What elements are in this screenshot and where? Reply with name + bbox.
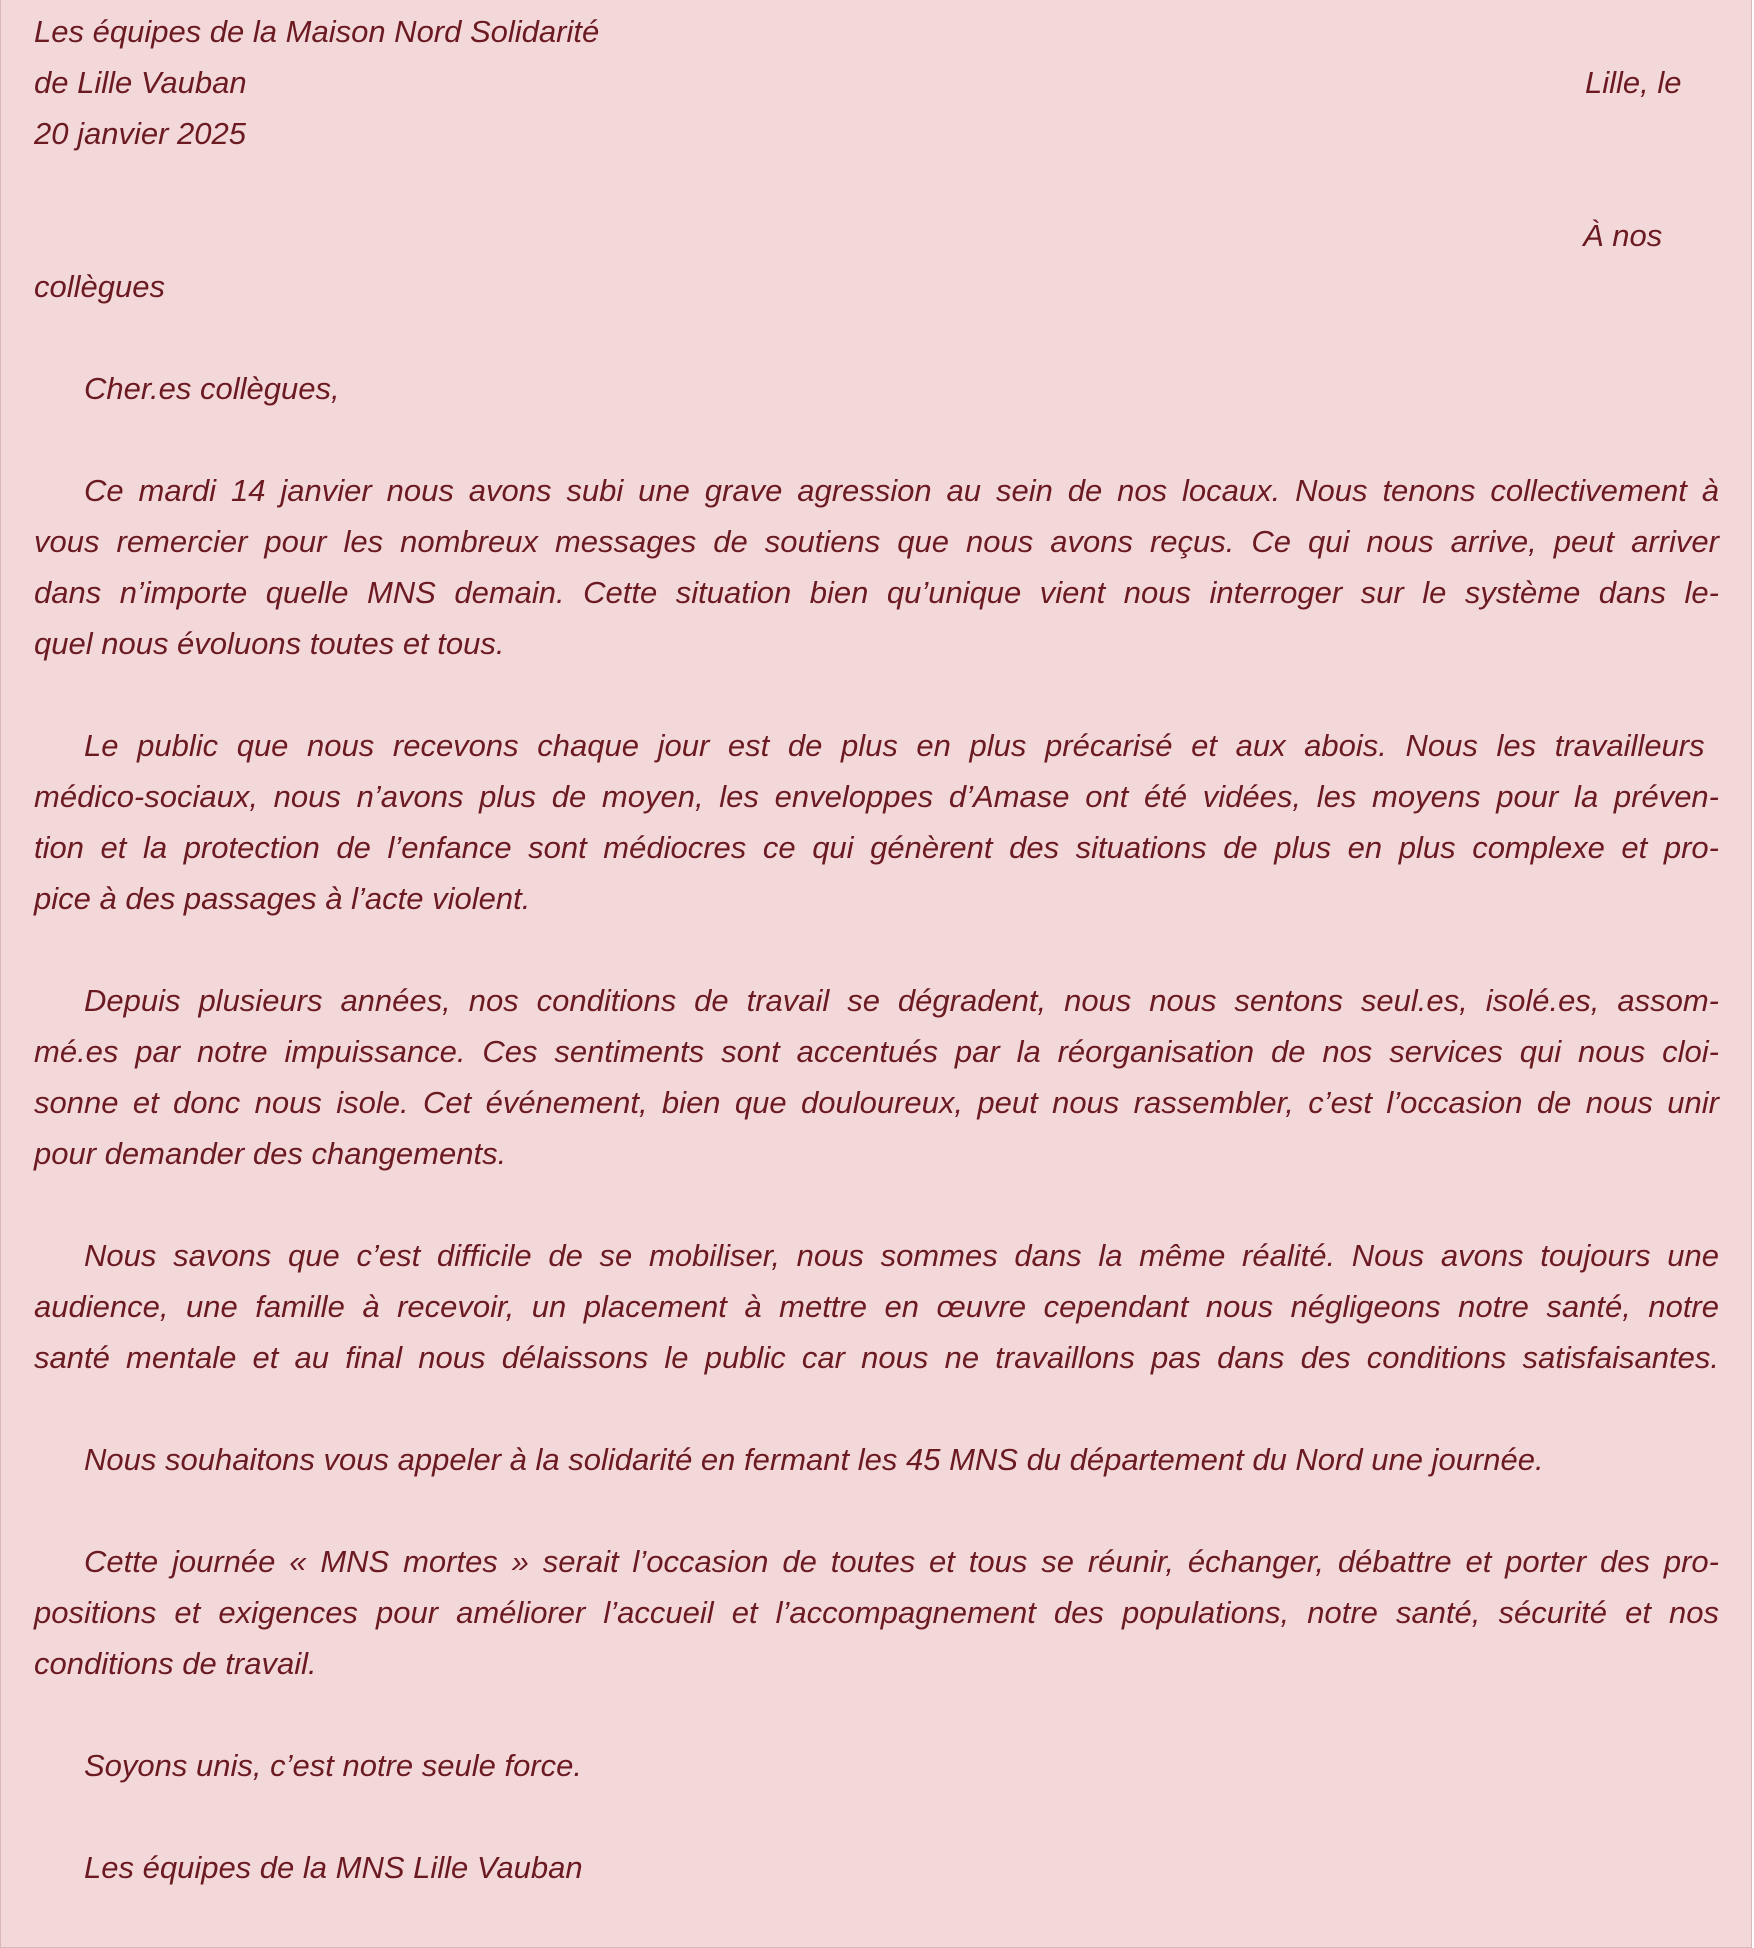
paragraph-1-line: vous remercier pour les nombreux messages de soutiens que nous avons reçus. Ce qui nous arrive, peut arriver	[34, 524, 1719, 559]
paragraph-2-line: pice à des passages à l’acte violent.	[34, 881, 531, 916]
paragraph-2-line: Le public que nous recevons chaque jour est de plus en plus précarisé et aux abois. Nous les travailleurs	[84, 728, 1705, 763]
signature: Les équipes de la MNS Lille Vauban	[84, 1850, 583, 1885]
salutation: Cher.es collègues,	[84, 371, 340, 406]
paragraph-1-line: Ce mardi 14 janvier nous avons subi une grave agression au sein de nos locaux. Nous tenons collectivement à	[84, 473, 1719, 508]
paragraph-4-line: santé mentale et au final nous délaissons le public car nous ne travaillons pas dans des conditions satisfaisantes.	[34, 1340, 1719, 1375]
paragraph-3-line: mé.es par notre impuissance. Ces sentiments sont accentués par la réorganisation de nos services qui nous cloi-	[34, 1034, 1719, 1069]
paragraph-6-line: conditions de travail.	[34, 1646, 317, 1681]
letter-date: 20 janvier 2025	[34, 116, 246, 151]
paragraph-1-line: dans n’importe quelle MNS demain. Cette situation bien qu’unique vient nous interroger sur le système dans le-	[34, 575, 1719, 610]
paragraph-4-line: audience, une famille à recevoir, un placement à mettre en œuvre cependant nous négligeons notre santé, notre	[34, 1289, 1719, 1324]
closing-line: Soyons unis, c’est notre seule force.	[84, 1748, 582, 1783]
paragraph-6-line: Cette journée « MNS mortes » serait l’occasion de toutes et tous se réunir, échanger, débattre et porter des pro-	[84, 1544, 1719, 1579]
paragraph-3-line: pour demander des changements.	[34, 1136, 507, 1171]
paragraph-3-line: Depuis plusieurs années, nos conditions de travail se dégradent, nous nous sentons seul.es, isolé.es, assom-	[84, 983, 1719, 1018]
recipient-line-1: À nos	[1583, 218, 1663, 253]
paragraph-4-line: Nous savons que c’est difficile de se mobiliser, nous sommes dans la même réalité. Nous avons toujours une	[84, 1238, 1719, 1273]
paragraph-5-line: Nous souhaitons vous appeler à la solidarité en fermant les 45 MNS du département du Nord une journée.	[84, 1442, 1544, 1477]
paragraph-2-line: tion et la protection de l’enfance sont médiocres ce qui génèrent des situations de plus en plus complexe et pro-	[34, 830, 1719, 865]
paragraph-1-line: quel nous évoluons toutes et tous.	[34, 626, 505, 661]
recipient-line-2: collègues	[34, 269, 165, 304]
paragraph-2-line: médico-sociaux, nous n’avons plus de moyen, les enveloppes d’Amase ont été vidées, les moyens pour la préven-	[34, 779, 1719, 814]
paragraph-3-line: sonne et donc nous isole. Cet événement, bien que douloureux, peut nous rassembler, c’est l’occasion de nous unir	[34, 1085, 1719, 1120]
sender-line-2: de Lille Vauban	[34, 65, 247, 100]
paragraph-6-line: positions et exigences pour améliorer l’accueil et l’accompagnement des populations, notre santé, sécurité et nos	[34, 1595, 1719, 1630]
place-date-prefix: Lille, le	[1585, 65, 1682, 100]
sender-line-1: Les équipes de la Maison Nord Solidarité	[34, 14, 600, 49]
